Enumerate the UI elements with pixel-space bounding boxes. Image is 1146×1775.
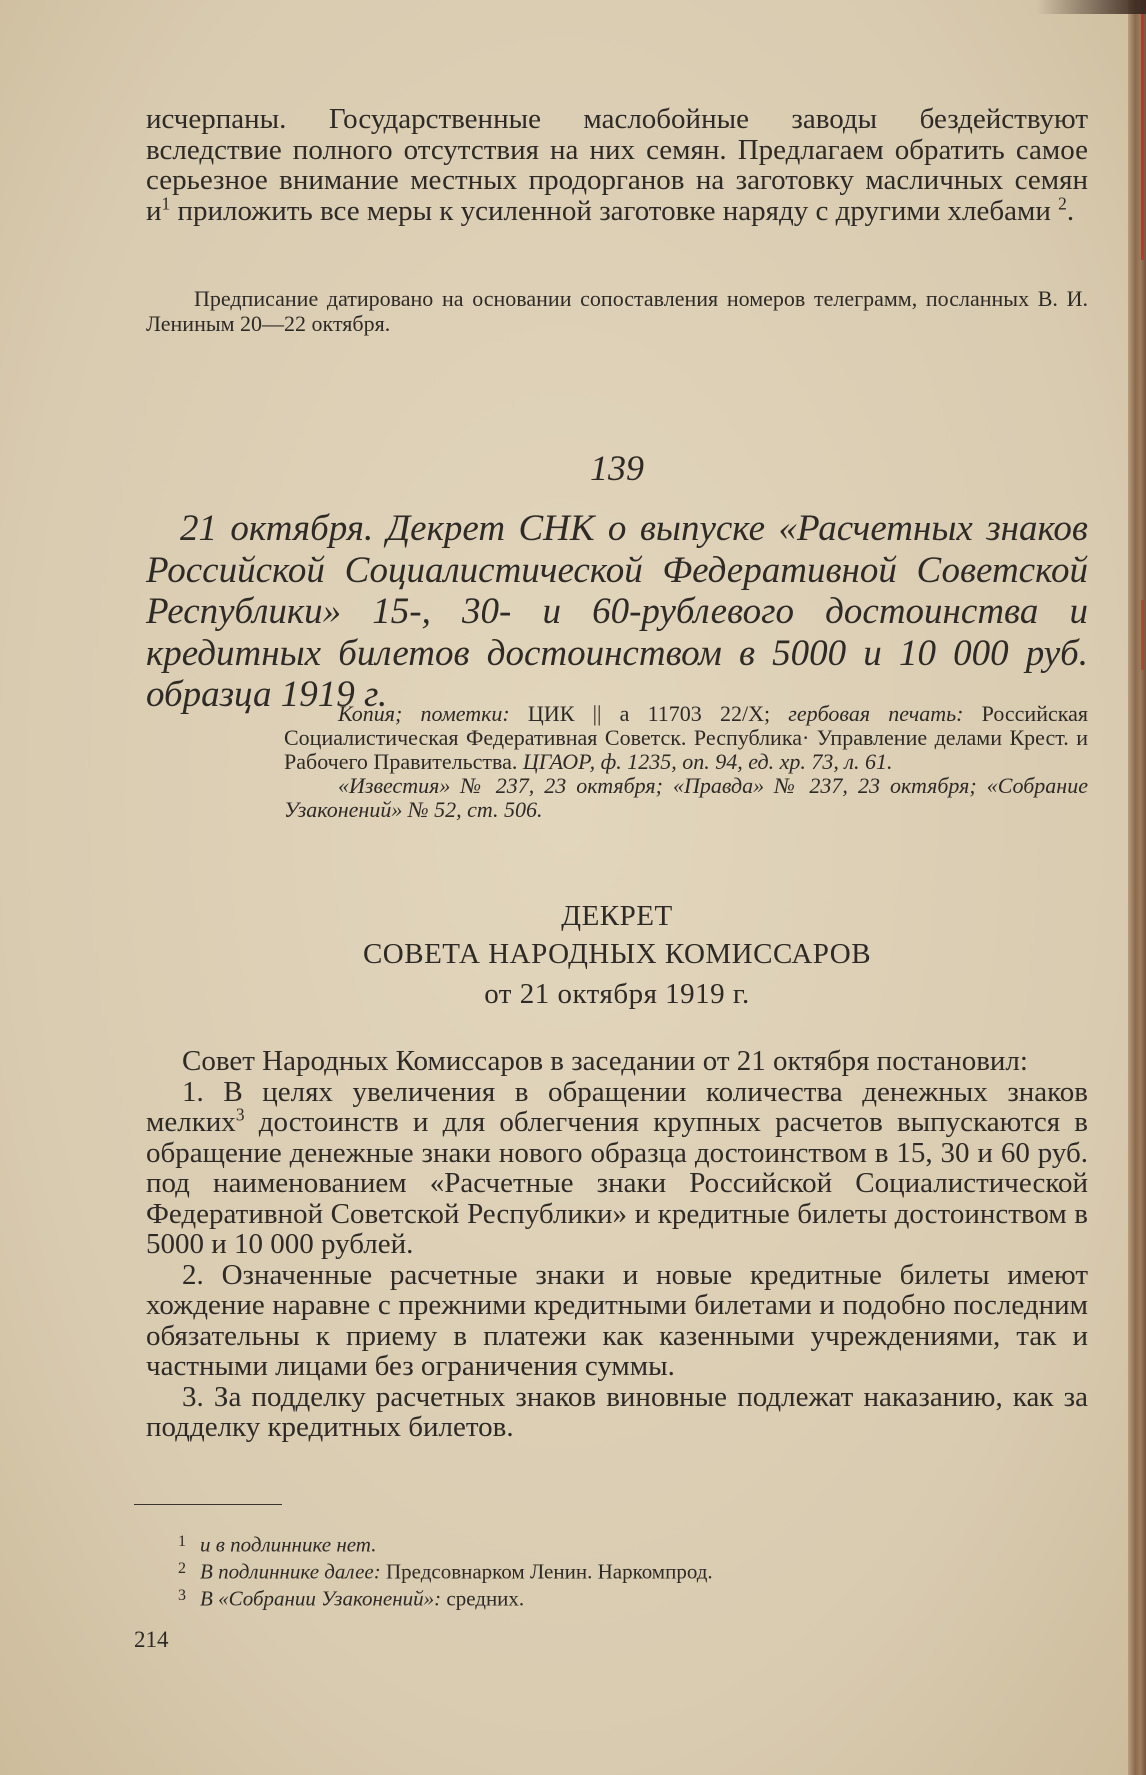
dating-note-block — [146, 286, 1088, 336]
edge-stripe — [1141, 600, 1144, 670]
archive-source: Копия; пометки: ЦИК || а 11703 22/Х; гербовая печать: Российская Социалистическая Федеративная Советск. Республика· Управление делами Крест. и Рабочего Правительства. ЦГАОР, ф. 1235, оп. 94, ед. хр. 73, л. 61. — [284, 701, 1088, 774]
decree-body — [146, 1046, 1088, 1443]
decree-point-2: 2. Означенные расчетные знаки и новые кредитные билеты имеют хождение наравне с прежними кредитными билетами и подобно последним обязательны к приему в платежи как казенными учреждениями, так и частными лицами без ограничения суммы. — [146, 1258, 1088, 1382]
publication-source: «Известия» № 237, 23 октября; «Правда» № 237, 23 октября; «Собрание Узаконений» № 52, ст. 506. — [284, 773, 1088, 822]
top-paragraph — [146, 104, 1088, 226]
decree-heading — [146, 898, 1088, 1012]
page-number: 214 — [134, 1627, 169, 1652]
edge-stripe — [1141, 0, 1144, 260]
footnote-ref-2: 2 — [1058, 193, 1067, 214]
decree-heading-line2: СОВЕТА НАРОДНЫХ КОМИССАРОВ — [362, 938, 872, 970]
document-title: 21 октября. Декрет СНК о выпуске «Расчетных знаков Российской Социалистической Федеративной Советской Республики» 15-, 30- и 60-рублевого достоинства и кредитных билетов достоинством в 5000 и 10 000 руб. образца 1919 г. — [146, 508, 1088, 715]
document-title-block — [146, 508, 1088, 716]
decree-intro: Совет Народных Комиссаров в заседании от 21 октября постановил: — [182, 1045, 1028, 1077]
dating-note: Предписание датировано на основании сопоставления номеров телеграмм, посланных В. И. Лениным 20—22 октября. — [146, 286, 1088, 336]
archive-reference — [284, 702, 1088, 822]
document-number: 139 — [590, 448, 644, 488]
footnote-ref-3: 3 — [235, 1104, 245, 1125]
corner-shadow — [1036, 0, 1146, 14]
document-number-block — [146, 448, 1088, 488]
footnote-1: 1 и в подлиннике нет. — [178, 1532, 377, 1557]
decree-heading-line3: от 21 октября 1919 г. — [484, 978, 750, 1010]
footnote-ref-1: 1 — [161, 193, 171, 214]
footnote-2: 2 В подлиннике далее: Предсовнарком Ленин. Наркомпрод. — [178, 1559, 713, 1584]
decree-point-3: 3. За подделку расчетных знаков виновные подлежат наказанию, как за подделку кредитных билетов. — [146, 1380, 1088, 1443]
footnotes — [178, 1530, 1088, 1611]
footnote-3: 3 В «Собрании Узаконений»: средних. — [178, 1586, 525, 1611]
footnote-divider — [134, 1504, 282, 1505]
paragraph-continuation: исчерпаны. Государственные маслобойные заводы бездействуют вследствие полного отсутствия на них семян. Предлагаем обратить самое серьезное внимание местных продорганов на заготовку масличных семян $и^1$ приложить все меры к усиленной заготовке наряду с другими хлебами $^2$. — [146, 103, 1088, 227]
decree-point-1: 1. В целях увеличения в обращении количества денежных знаков мелких$^3$ достоинств и для облегчения крупных расчетов выпускаются в обращение денежные знаки нового образца достоинством в 15, 30 и 60 руб. под наименованием «Расчетные знаки Российской Социалистической Федеративной Советской Республики» и кредитные билеты достоинством в 5000 и 10 000 рублей. — [146, 1075, 1088, 1260]
book-edge — [1128, 0, 1146, 1775]
decree-heading-line1: ДЕКРЕТ — [561, 900, 673, 932]
